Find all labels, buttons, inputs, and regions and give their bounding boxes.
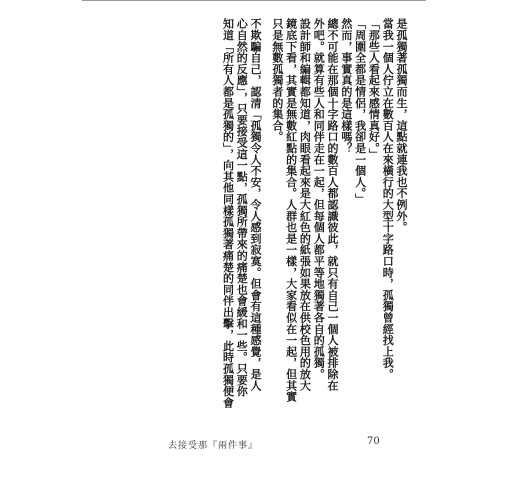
- text-column: 鏡底下看，其實是無數紅點的集合。人群也是一樣，大家看似在一起，但其實: [284, 18, 298, 403]
- text-column: 只是無數孤獨者的集合。: [270, 18, 284, 143]
- paragraph-gap: [262, 18, 270, 418]
- text-column: 「周圍全都是情侶，我卻是一個人。」: [353, 18, 367, 205]
- text-column: 設計師和編輯都知道，肉眼看起來是大紅色的紙張如果放在供校色用的放大: [298, 18, 312, 391]
- page-number: 70: [367, 436, 380, 447]
- text-column: 「那些人看起來感情真好。」: [367, 18, 381, 160]
- text-column: 當我一個人佇立在數百人在來橫行的大型十字路口時，孤獨曾經找上我。: [381, 18, 395, 380]
- top-rule: [82, 0, 426, 1]
- text-column: 總不可能在那個十字路口的數百人都認識彼此，就只有自己一個人被排除在: [326, 18, 340, 391]
- vertical-text-body: [143, 18, 408, 418]
- running-footer-title: 去接受那『兩件事』: [168, 441, 259, 451]
- text-column: 然而，事實真的是這樣嗎？: [339, 18, 353, 154]
- text-column: 心自然的反應」，只要接受這一點，孤獨所帶來的痛楚也會緩和一些。只要你: [235, 18, 249, 397]
- text-column: 外吧。就算有些人和同伴走在一起，但每個人都平等地獨著各自的孤獨。: [312, 18, 326, 380]
- text-column: 是孤獨著孤獨而生，這點就連我也不例外。: [395, 18, 408, 233]
- text-column: 知道「所有人都是孤獨的」，向其他同樣孤獨著痛楚的同伴出擊，此時孤獨便會: [221, 18, 235, 408]
- text-column: 不欺騙自己，認清「孤獨令人不安，令人感到寂寞。但會有這種感覺，是人: [249, 18, 263, 391]
